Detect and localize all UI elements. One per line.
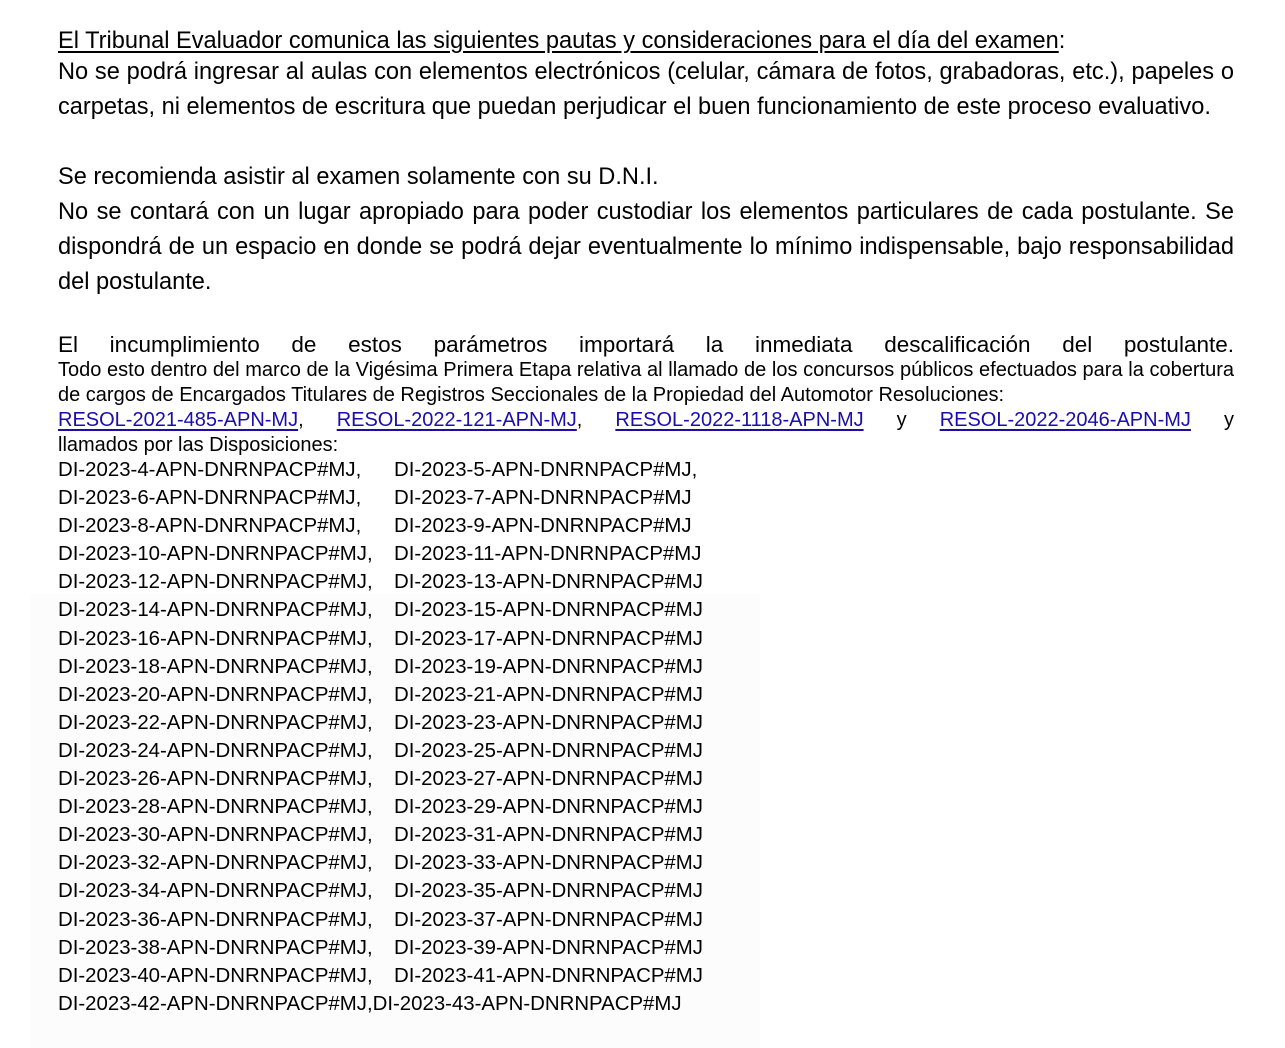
disposition-item: DI-2023-31-APN-DNRNPACP#MJ [394, 824, 703, 847]
resolution-conjunction-1: y [896, 409, 907, 431]
disposition-row [58, 906, 703, 934]
disposition-item: DI-2023-24-APN-DNRNPACP#MJ, [58, 739, 373, 762]
disposition-row [58, 934, 703, 962]
disposition-item: DI-2023-4-APN-DNRNPACP#MJ, [58, 459, 362, 481]
resolution-link-2[interactable]: RESOL-2022-121-APN-MJ [336, 409, 577, 431]
resolution-group-2 [337, 408, 583, 433]
disposition-item: DI-2023-39-APN-DNRNPACP#MJ [394, 936, 703, 959]
disposition-item: DI-2023-29-APN-DNRNPACP#MJ [394, 796, 703, 819]
disposition-item: DI-2023-37-APN-DNRNPACP#MJ [394, 908, 703, 931]
dispositions-list [58, 456, 703, 1018]
notice-heading [58, 26, 1065, 57]
disposition-row [58, 484, 703, 512]
disposition-item: DI-2023-16-APN-DNRNPACP#MJ, [58, 627, 373, 650]
disposition-row [58, 962, 703, 990]
disposition-row [58, 568, 703, 596]
resolution-link-1[interactable]: RESOL-2021-485-APN-MJ [58, 409, 299, 431]
disposition-row [58, 456, 703, 484]
notice-heading-colon: : [1058, 28, 1066, 54]
disposition-row [58, 681, 703, 709]
resolution-link-4[interactable]: RESOL-2022-2046-APN-MJ [939, 409, 1191, 431]
custody-notice-paragraph: No se contará con un lugar apropiado para poder custodiar los elementos particulares de cada postulante. Se dispondrá de un espacio en donde se podrá dejar eventualmente lo mínimo indispensable, bajo responsabilidad del postulante. [58, 199, 1234, 295]
disposition-item: DI-2023-22-APN-DNRNPACP#MJ, [58, 711, 373, 734]
disposition-row [58, 653, 703, 681]
disposition-item: DI-2023-40-APN-DNRNPACP#MJ, [58, 964, 373, 987]
resolution-link-3[interactable]: RESOL-2022-1118-APN-MJ [615, 409, 864, 431]
electronics-rule-paragraph: No se podrá ingresar al aulas con elementos electrónicos (celular, cámara de fotos, grabadoras, etc.), papeles o carpetas, ni elementos de escritura que puedan perjudicar el buen funcionamiento de este proceso evaluativo. [58, 59, 1234, 120]
disposition-item: DI-2023-14-APN-DNRNPACP#MJ, [58, 599, 373, 622]
disposition-row [58, 737, 703, 765]
disposition-item: DI-2023-5-APN-DNRNPACP#MJ, [394, 459, 698, 481]
disposition-item: DI-2023-20-APN-DNRNPACP#MJ, [58, 683, 373, 706]
disqualification-paragraph: El incumplimiento de estos parámetros importará la inmediata descalificación del postulante. [58, 332, 1234, 357]
disposition-item: DI-2023-27-APN-DNRNPACP#MJ [394, 768, 703, 791]
disposition-item: DI-2023-41-APN-DNRNPACP#MJ [394, 964, 703, 987]
disposition-row [58, 849, 703, 877]
resolution-group-1 [58, 408, 304, 433]
disposition-item: DI-2023-32-APN-DNRNPACP#MJ, [58, 852, 373, 875]
disposition-item: DI-2023-38-APN-DNRNPACP#MJ, [58, 936, 373, 959]
dni-recommendation-paragraph: Se recomienda asistir al examen solamente con su D.N.I. [58, 164, 659, 190]
disposition-item: DI-2023-25-APN-DNRNPACP#MJ [394, 739, 703, 762]
disposition-item: DI-2023-28-APN-DNRNPACP#MJ, [58, 796, 373, 819]
disposition-item: DI-2023-35-APN-DNRNPACP#MJ [394, 880, 703, 903]
disposition-item: DI-2023-17-APN-DNRNPACP#MJ [394, 627, 703, 650]
disposition-item: DI-2023-11-APN-DNRNPACP#MJ [394, 543, 702, 566]
resolution-conjunction-2: y [1223, 409, 1234, 431]
resolution-separator-1: , [298, 409, 304, 431]
disposition-row [58, 540, 703, 568]
disposition-row [58, 765, 703, 793]
disposition-row [58, 512, 703, 540]
disposition-item: DI-2023-6-APN-DNRNPACP#MJ, [58, 487, 362, 510]
disposition-item: DI-2023-18-APN-DNRNPACP#MJ, [58, 655, 373, 678]
disposition-item: DI-2023-7-APN-DNRNPACP#MJ [394, 487, 692, 510]
disposition-row-last: DI-2023-42-APN-DNRNPACP#MJ,DI-2023-43-APN-DNRNPACP#MJ [58, 992, 682, 1015]
context-paragraph: Todo esto dentro del marco de la Vigésima Primera Etapa relativa al llamado de los concursos públicos efectuados para la cobertura de cargos de Encargados Titulares de Registros Seccionales de la Propiedad del Automotor Resoluciones: [58, 359, 1234, 406]
disposition-row [58, 596, 703, 624]
disposition-row [58, 877, 703, 905]
disposition-item: DI-2023-9-APN-DNRNPACP#MJ [394, 515, 692, 538]
disposition-row [58, 793, 703, 821]
disposition-item: DI-2023-15-APN-DNRNPACP#MJ [394, 599, 703, 622]
disposition-item: DI-2023-34-APN-DNRNPACP#MJ, [58, 880, 373, 903]
disposition-row [58, 709, 703, 737]
disposition-item: DI-2023-19-APN-DNRNPACP#MJ [394, 655, 703, 678]
disposition-item: DI-2023-12-APN-DNRNPACP#MJ, [58, 571, 373, 594]
disposition-item: DI-2023-26-APN-DNRNPACP#MJ, [58, 768, 373, 791]
notice-heading-text: El Tribunal Evaluador comunica las siguientes pautas y consideraciones para el día del examen [58, 28, 1059, 54]
disposition-item: DI-2023-33-APN-DNRNPACP#MJ [394, 852, 703, 875]
disposition-item: DI-2023-23-APN-DNRNPACP#MJ [394, 711, 703, 734]
resolutions-line [58, 408, 1234, 433]
disposition-item: DI-2023-36-APN-DNRNPACP#MJ, [58, 908, 373, 931]
disposition-row [58, 821, 703, 849]
disposition-item: DI-2023-8-APN-DNRNPACP#MJ, [58, 515, 362, 538]
disposition-item: DI-2023-13-APN-DNRNPACP#MJ [394, 571, 703, 594]
resolution-separator-2: , [576, 409, 583, 431]
dispositions-intro: llamados por las Disposiciones: [58, 434, 339, 456]
disposition-item: DI-2023-10-APN-DNRNPACP#MJ, [58, 543, 373, 566]
disposition-item: DI-2023-30-APN-DNRNPACP#MJ, [58, 824, 373, 847]
disposition-row [58, 625, 703, 653]
disposition-item: DI-2023-21-APN-DNRNPACP#MJ [394, 683, 703, 706]
